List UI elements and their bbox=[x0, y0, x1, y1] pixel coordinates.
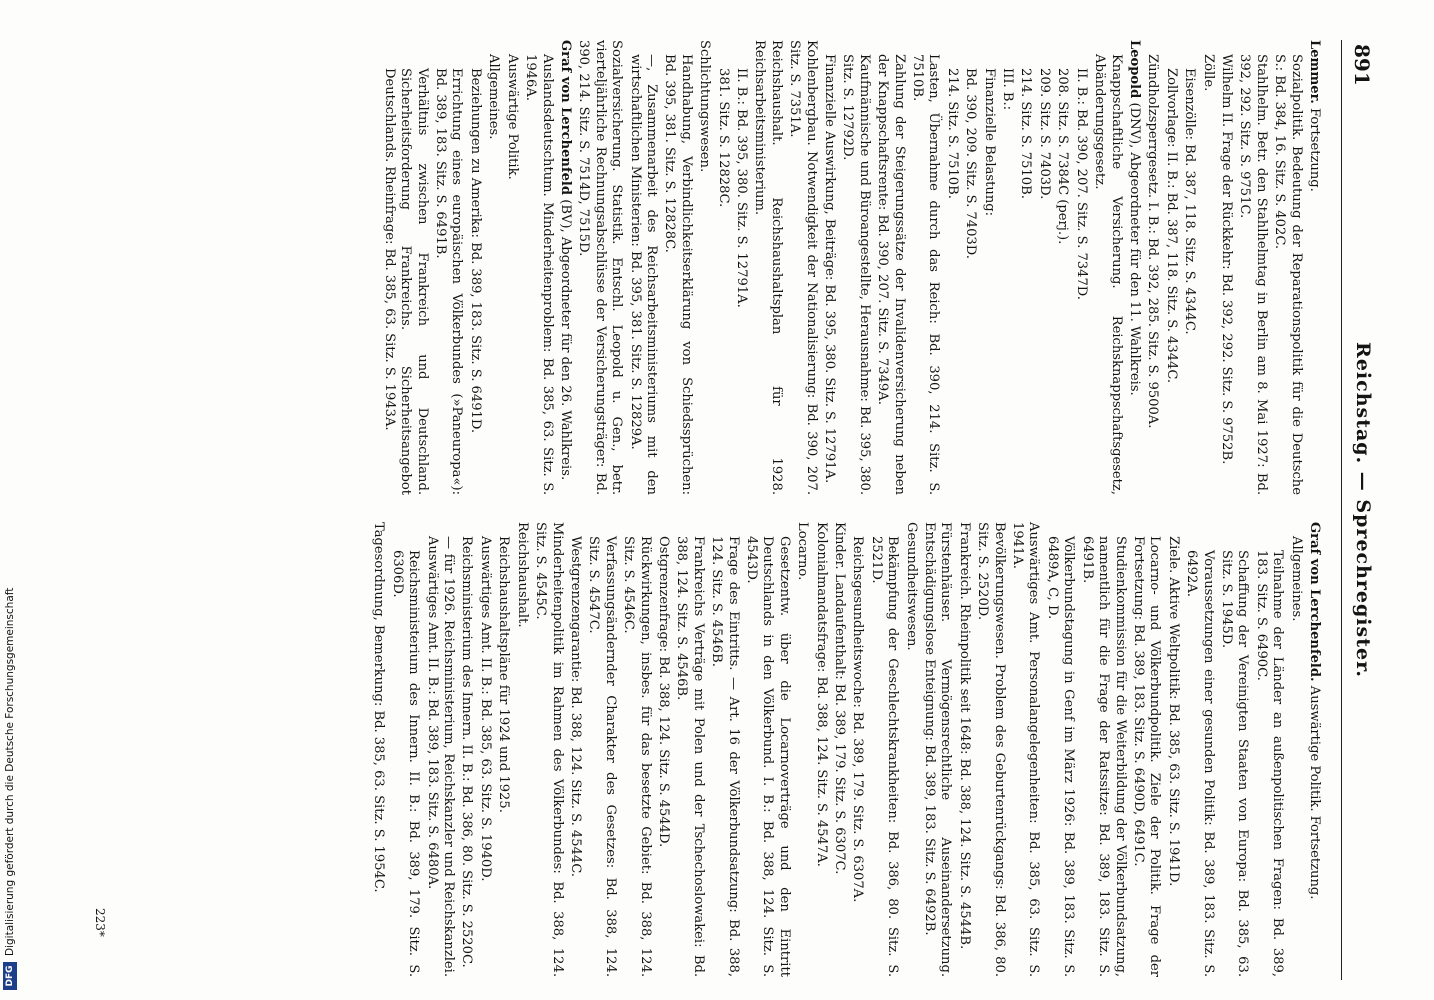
entry-text: Zollvorlage: II. B.: Bd. 387, 118. Sitz. S. 4344C. bbox=[1163, 68, 1179, 384]
entry-heading: Lemmer. bbox=[1307, 40, 1322, 104]
register-entry bbox=[557, 40, 573, 495]
entry-text: 209. Sitz. S. 7403D. bbox=[1036, 68, 1052, 200]
entry-text: Locarno. bbox=[795, 522, 811, 581]
entry-text: Fortsetzung. bbox=[1307, 108, 1322, 192]
register-entry bbox=[370, 522, 386, 977]
entry-text: Handhabung, Verbindlichkeitserklärung von Schiedssprüchen: Bd. 395, 381. Sitz. S. 12828C. bbox=[662, 54, 694, 495]
running-head: Reichstag. — Sprechregister. bbox=[1352, 342, 1374, 678]
entry-text: Stahlhelm. Betr. den Stahlhelmtag in Berlin am 8. Mai 1927: Bd. 392, 292. Sitz. S. 9751C. bbox=[1237, 54, 1269, 495]
register-entry bbox=[1054, 68, 1070, 495]
register-entry bbox=[477, 536, 493, 977]
register-entry bbox=[513, 522, 529, 977]
entry-text: Allgemeines. bbox=[486, 54, 502, 140]
entry-text: Wilhelm II. Frage der Rückkehr: Bd. 392, 292. Sitz. S. 9752B. bbox=[1218, 54, 1234, 465]
entry-text: 381. Sitz. S. 12828C. bbox=[715, 68, 731, 208]
entry-text: Beziehungen zu Amerika: Bd. 389, 183. Sitz. S. 6491D. bbox=[467, 68, 483, 434]
register-entry bbox=[1271, 54, 1304, 495]
entry-text: III. B.: bbox=[1000, 68, 1016, 111]
entry-text: Reichsministerium des Innern. II. B.: Bd. 389, 179. Sitz. S. 6306D. bbox=[389, 550, 422, 977]
entry-text: Verhältnis zwischen Frankreich und Deutschland. Sicherheitsforderung Frankreichs. Sicherheitsangebot Deutschlands. Rheinfrage: Bd. 385, 63. Sitz. S. 1943A. bbox=[381, 68, 430, 495]
entry-text: II. B.: Bd. 395, 380. Sitz. S. 12791A. bbox=[734, 68, 749, 308]
register-entry bbox=[943, 68, 959, 495]
entry-heading: Graf von Lerchenfeld bbox=[557, 40, 573, 196]
register-entry bbox=[733, 68, 749, 495]
register-entry bbox=[1252, 550, 1285, 977]
entry-text: Knappschaftliche Versicherung. Reichsknappschaftsgesetz, Abänderungsgesetz. bbox=[1092, 54, 1124, 495]
entry-text: —, Zusammenarbeit des Reichsarbeitsministeriums mit den wirtschaftlichen Ministerien: Bd. 395, 381. Sitz. S. 12829A. bbox=[627, 54, 659, 495]
register-entry bbox=[1072, 68, 1088, 495]
register-entry bbox=[1009, 522, 1042, 977]
digitization-note bbox=[2, 0, 18, 990]
register-entry bbox=[821, 54, 837, 495]
register-entry bbox=[1199, 54, 1215, 495]
entry-text: Ostgrenzenfrage: Bd. 388, 124. Sitz. S. 4544D. bbox=[655, 536, 671, 848]
register-entry bbox=[1183, 550, 1216, 977]
entry-text: Zündholzsperrgesetz. I. B.: Bd. 392, 285. Sitz. S. 9500A. bbox=[1145, 54, 1161, 429]
entry-text: Rückwirkungen, insbes. für das besetzte Gebiet: Bd. 388, 124. Sitz. S. 4546C. bbox=[621, 536, 653, 977]
entry-text: Kinder. Landaufenthalt: Bd. 389, 179. Sitz. S. 6307C. bbox=[832, 522, 848, 875]
register-entry bbox=[1287, 536, 1303, 977]
register-entry bbox=[909, 54, 942, 495]
entry-text: 208. Sitz. S. 7384C (perj.). bbox=[1055, 68, 1071, 245]
register-entry bbox=[714, 68, 730, 495]
register-entry bbox=[839, 54, 872, 495]
register-entry bbox=[999, 68, 1015, 495]
entry-text: Bevölkerungswesen. Problem des Geburtenrückgangs: Bd. 386, 80. Sitz. S. 2520D. bbox=[975, 522, 1007, 977]
register-entry bbox=[867, 536, 900, 977]
register-entry bbox=[751, 40, 784, 495]
register-entry bbox=[786, 40, 819, 495]
register-entry bbox=[495, 536, 511, 977]
register-entry bbox=[503, 54, 519, 495]
entry-text: Frage des Eintritts. — Art. 16 der Völkerbundsatzung: Bd. 388, 124. Sitz. S. 4546B. bbox=[709, 536, 741, 977]
entry-text: Kaufmännische und Büroangestellte, Herausnahme: Bd. 395, 380. Sitz. S. 12792D. bbox=[840, 54, 872, 495]
register-entry bbox=[831, 522, 847, 977]
entry-text: Gesetzentw. über die Locarnoverträge und den Eintritt Deutschlands in den Völkerbund. I. B.: Bd. 388, 124. Sitz. S. 4543D. bbox=[744, 536, 792, 977]
register-entry bbox=[1126, 40, 1142, 495]
register-entry bbox=[1164, 536, 1180, 977]
entry-text: Reichshaushaltspläne für 1924 und 1925. bbox=[496, 536, 512, 813]
right-column bbox=[132, 522, 1322, 977]
register-entry bbox=[1236, 54, 1269, 495]
entry-text: Eisenzölle: Bd. 387, 118. Sitz. S. 4344C. bbox=[1182, 68, 1198, 335]
register-entry bbox=[626, 54, 659, 495]
entry-text: Verfassungsändernder Charakter des Gesetzes: Bd. 388, 124. Sitz. S. 4547C. bbox=[586, 536, 618, 977]
register-entry bbox=[1144, 54, 1160, 495]
entry-text: Auswärtiges Amt. II. B.: Bd. 385, 63. Sitz. S. 1940D. bbox=[477, 536, 493, 882]
page-header bbox=[1341, 40, 1382, 980]
register-entry bbox=[921, 522, 954, 977]
entry-text: Kohlenbergbau. Notwendigkeit der Nationalisierung: Bd. 390, 207. Sitz. S. 7351A. bbox=[787, 40, 819, 495]
entry-text: Tagesordnung, Bemerkung: Bd. 385, 63. Sitz. S. 1954C. bbox=[371, 522, 387, 893]
entry-text: Schaffung der Vereinigten Staaten von Europa: Bd. 385, 63. Sitz. S. 1945D. bbox=[1218, 550, 1251, 977]
register-entry bbox=[849, 536, 865, 977]
register-entry bbox=[696, 40, 712, 495]
entry-text: Voraussetzungen einer gesunden Politik: Bd. 389, 183. Sitz. S. 6492A. bbox=[1184, 550, 1216, 977]
entry-text: Kolonialmandatsfrage: Bd. 388, 124. Sitz. S. 4547A. bbox=[813, 522, 829, 867]
register-entry bbox=[962, 68, 978, 495]
entry-text: — für 1926. Reichsministerium, Reichskanzler und Reichskanzlei. Auswärtiges Amt. II. B.: Bd. 389, 183. Sitz. S. 6480A. bbox=[424, 536, 457, 977]
entry-text: Allgemeines. bbox=[1288, 536, 1304, 622]
register-entry bbox=[1306, 40, 1322, 495]
register-entry bbox=[522, 54, 555, 495]
entry-text: 214. Sitz. S. 7510B. bbox=[1018, 68, 1034, 199]
entry-text: Auswärtiges Amt. Personalangelegenheiten: Bd. 385, 63. Sitz. S. 1941A. bbox=[1010, 522, 1042, 977]
entry-text: Fürstenhäuser. Vermögensrechtliche Auseinandersetzung. Entschädigungslose Enteignung: Bd. 389, 183. Sitz. S. 6492B. bbox=[922, 522, 954, 977]
left-column bbox=[132, 40, 1322, 495]
entry-text: (DNV), Abgeordneter für den 11. Wahlkreis. bbox=[1126, 102, 1142, 396]
register-entry bbox=[432, 68, 465, 495]
entry-text: Westgrenzengarantie: Bd. 388, 124. Sitz. S. 4544C. bbox=[567, 536, 583, 877]
register-entry bbox=[575, 40, 624, 495]
entry-text: Teilnahme der Länder an außenpolitischen Fragen: Bd. 389, 183. Sitz. S. 6490C. bbox=[1253, 550, 1286, 977]
page-number: 891 bbox=[1350, 44, 1374, 86]
register-entry bbox=[980, 68, 996, 495]
register-entry bbox=[812, 522, 828, 977]
entry-text: Finanzielle Belastung: bbox=[981, 68, 997, 217]
register-entry bbox=[1218, 550, 1251, 977]
entry-text: Sozialpolitik. Bedeutung der Reparationspolitik für die Deutsche S.: Bd. 384, 16. Sitz. S. 402C. bbox=[1272, 54, 1304, 495]
entry-text: Schlichtungswesen. bbox=[697, 40, 713, 173]
register-entry bbox=[1306, 522, 1322, 977]
entry-text: Frankreichs Verträge mit Polen und der Tschechoslowakei: Bd. 388, 124. Sitz. S. 4546B. bbox=[674, 536, 706, 977]
register-entry bbox=[673, 536, 706, 977]
register-entry bbox=[1181, 68, 1197, 495]
register-entry bbox=[585, 536, 618, 977]
entry-text: Zahlung der Steigerungssätze der Invalidenversicherung neben der Knappschaftsrente: Bd. 390, 207. Sitz. S. 7349A. bbox=[875, 54, 907, 495]
register-entry bbox=[708, 536, 741, 977]
entry-text: (BV), Abgeordneter für den 26. Wahlkreis. bbox=[557, 199, 573, 481]
entry-text: Gesundheitswesen. bbox=[903, 522, 919, 651]
entry-text: Ziele. Aktive Weltpolitik: Bd. 385, 63. Sitz. S. 1941D. bbox=[1165, 536, 1181, 887]
register-entry bbox=[794, 522, 810, 977]
register-entry bbox=[1078, 536, 1127, 977]
entry-text: Auswärtige Politik. Fortsetzung. bbox=[1307, 685, 1322, 900]
entry-text: Bd. 390, 209. Sitz. S. 7403D. bbox=[963, 68, 979, 259]
register-entry bbox=[1036, 68, 1052, 495]
entry-text: Reichshaushalt. Reichshaushaltsplan für 1928. Reichsarbeitsministerium. bbox=[752, 40, 784, 495]
register-entry bbox=[974, 522, 1007, 977]
register-entry bbox=[467, 68, 483, 495]
entry-text: Sozialversicherung. Statistik. Entschl. Leopold u. Gen., betr. vierteljährliche Rechnungsabschlüsse der Versicherungsträger: Bd. 390, 214. Sitz. S. 7514D, 7515D. bbox=[576, 40, 625, 495]
entry-text: Locarno- und Völkerbundpolitik. Ziele der Politik. Frage der Fortsetzung: Bd. 389, 183. Sitz. S. 6490D, 6491C. bbox=[1130, 536, 1163, 977]
register-entry bbox=[661, 54, 694, 495]
entry-text: Minderheitenpolitik im Rahmen des Völkerbundes: Bd. 388, 124. Sitz. S. 4545C. bbox=[533, 522, 565, 977]
register-entry bbox=[485, 54, 501, 495]
register-entry bbox=[423, 536, 456, 977]
register-entry bbox=[1044, 536, 1077, 977]
entry-text: Reichsministerium des Innern. II. B.: Bd. 386, 80. Sitz. S. 2520C. bbox=[459, 536, 475, 968]
register-entry bbox=[902, 522, 918, 977]
entry-text: Bekämpfung der Geschlechtskrankheiten: Bd. 386, 80. Sitz. S. 2521D. bbox=[868, 536, 901, 977]
entry-text: Auslandsdeutschtum. Minderheitenproblem: Bd. 385, 63. Sitz. S. 1946A. bbox=[523, 54, 555, 495]
entry-text: Frankreich. Rheinpolitik seit 1648: Bd. 388, 124. Sitz. S. 4544B. bbox=[956, 522, 972, 950]
register-entry bbox=[532, 522, 565, 977]
register-entry bbox=[620, 536, 653, 977]
entry-text: Völkerbundstagung in Genf im März 1926: Bd. 389, 183. Sitz. S. 6489A, C, D. bbox=[1044, 536, 1077, 977]
entry-text: Reichsgesundheitswoche: Bd. 389, 179. Sitz. S. 6307A. bbox=[850, 536, 866, 903]
rotated-content bbox=[93, 40, 1382, 980]
register-entry bbox=[1218, 54, 1234, 495]
entry-text: Studienkommission für die Weiterbildung der Völkerbundsatzung, namentlich für die Frage der Ratssitze: Bd. 389, 183. Sitz. S. 6491B. bbox=[1079, 536, 1128, 977]
entry-text: Reichshaushalt. bbox=[514, 522, 530, 628]
entry-text: Zölle. bbox=[1200, 54, 1216, 92]
entry-heading: Graf von Lerchenfeld. bbox=[1307, 522, 1322, 682]
entry-text: II. B.: Bd. 390, 207. Sitz. S. 7347D. bbox=[1073, 68, 1089, 300]
register-entry bbox=[743, 536, 792, 977]
entry-text: Lasten, Übernahme durch das Reich: Bd. 390, 214. Sitz. S. 7510B. bbox=[910, 54, 942, 495]
register-entry bbox=[655, 536, 671, 977]
register-entry bbox=[1130, 536, 1163, 977]
register-entry bbox=[388, 550, 421, 977]
register-entry bbox=[458, 536, 474, 977]
register-entry bbox=[1162, 68, 1178, 495]
entry-text: Finanzielle Auswirkung, Beiträge: Bd. 395, 380. Sitz. S. 12791A. bbox=[822, 54, 838, 484]
register-entry bbox=[1017, 68, 1033, 495]
digitization-text: Digitalisierung gefördert durch die Deutsche Forschungsgemeinschaft bbox=[4, 587, 16, 956]
register-entry bbox=[874, 54, 907, 495]
register-entry bbox=[567, 536, 583, 977]
sheet-signature: 223* bbox=[93, 908, 107, 937]
register-entry bbox=[1091, 54, 1124, 495]
register-entry bbox=[380, 68, 429, 495]
entry-text: 214. Sitz. S. 7510B. bbox=[944, 68, 960, 199]
entry-heading: Leopold bbox=[1126, 40, 1142, 99]
dfg-logo-icon: DFG bbox=[3, 962, 17, 990]
entry-text: Auswärtige Politik. bbox=[504, 54, 520, 180]
register-entry bbox=[955, 522, 971, 977]
entry-text: Errichtung eines europäischen Völkerbundes (»Paneuropa«): Bd. 389, 183. Sitz. S. 6491B. bbox=[433, 68, 465, 495]
